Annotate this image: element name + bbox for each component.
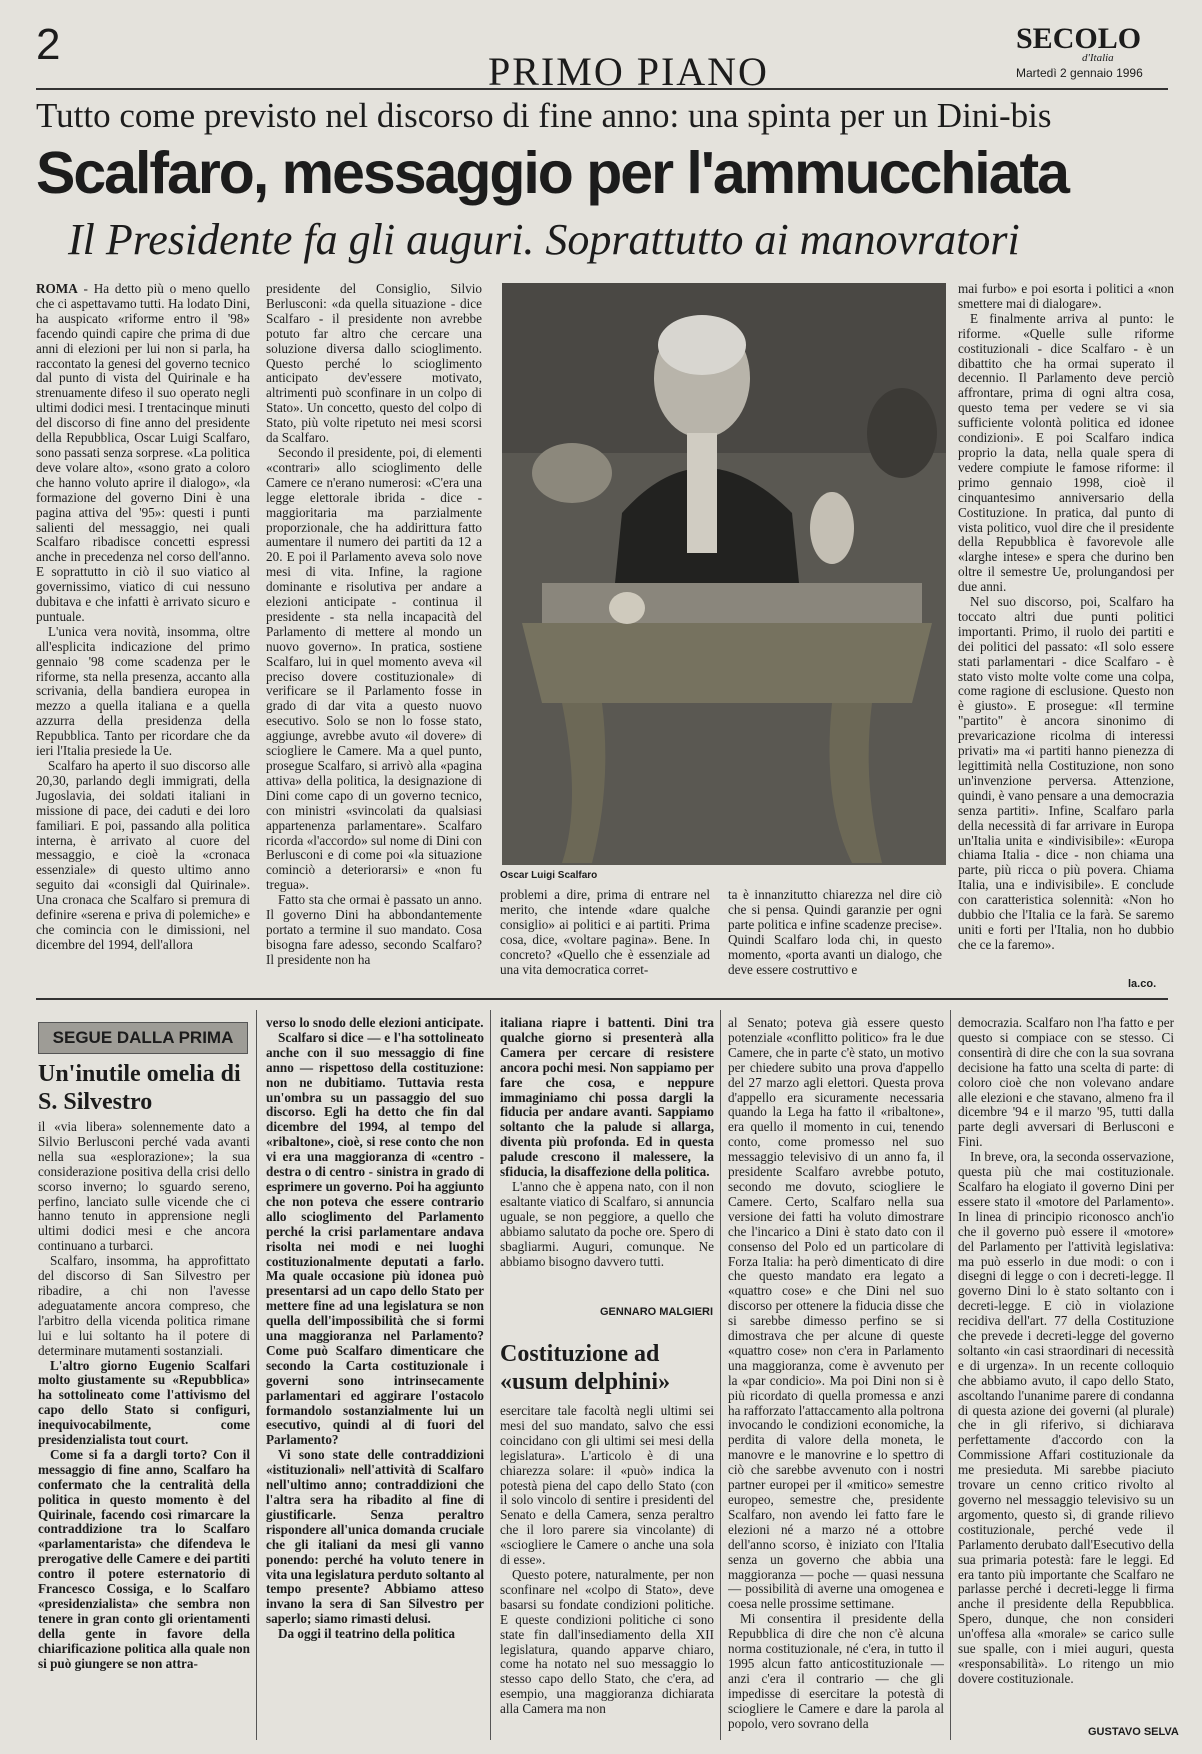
costituzione-signature: GUSTAVO SELVA bbox=[1088, 1726, 1179, 1738]
editorial-text-1c: L'altro giorno Eugenio Scalfari molto giustamente su «Repubblica» ha sottolineato come l'attivismo del capo dello Stato si configuri, inequivocabilmente, come presidenzialista tout court. bbox=[38, 1357, 250, 1448]
editorial-column-1 bbox=[38, 1120, 250, 1740]
section-title: PRIMO PIANO bbox=[488, 49, 769, 94]
section-divider bbox=[36, 998, 1168, 1000]
dateline: ROMA bbox=[36, 282, 78, 296]
column-rule bbox=[720, 1010, 721, 1740]
photo-illustration bbox=[502, 283, 946, 865]
editorial-text-1d: Come si fa a dargli torto? Con il messaggio di fine anno, Scalfaro ha confermato che la centralità della politica in questo momento è del Quirinale, facendo così rimarcare la contraddizione tra lo Scalfaro «parlamentarista» che difendeva le prerogative delle Camere e dei partiti contro il potere esternatorio di Francesco Cossiga, e lo Scalfaro «presidenzialista» che sembra non tenere in gran conto gli orientamenti della gente in favore della chiarificazione politica alla quale non si può giungere se non attra- bbox=[38, 1446, 250, 1671]
masthead-rule bbox=[36, 88, 1168, 90]
article-text-1b: L'unica vera novità, insomma, oltre all'esplicita indicazione del primo gennaio '98 come scadenza per le riforme, sta nella presenza, accanto alla scrivania, della bandiera europea in mezzo a quella italiana e a quella azzurra della presidenza della Repubblica. Tanto per ricordare che da ieri l'Italia presiede la Ue. bbox=[36, 623, 250, 759]
scalfaro-photo bbox=[502, 283, 946, 865]
costituzione-column-5 bbox=[958, 1016, 1174, 1722]
segue-tag: SEGUE DALLA PRIMA bbox=[38, 1022, 248, 1054]
editorial-text-3b: L'anno che è appena nato, con il non esaltante viatico di Scalfaro, si annuncia uguale, se non peggiore, a quello che abbiamo salutato da poche ore. Spero di sbagliarmi. Auguri, comunque. Ne abbiamo bisogno davvero tutti. bbox=[500, 1178, 714, 1269]
article-text-4: ta è innanzitutto chiarezza nel dire ciò che si pensa. Quindi garanzie per ogni parte politica e infine scadenze precise». Quindi Scalfaro loda chi, in questo momento, «porta avanti un dialogo, che deve essere costruttivo e bbox=[728, 888, 942, 977]
costituzione-text-5: democrazia. Scalfaro non l'ha fatto e per questo si compiace con se stesso. Ci consentirà di dire che con la sua sovrana decisione ha fatto una scelta di parte: di coloro cioè che non volevano andare alle elezioni e che stavano, almeno fra il dicembre '94 e il marzo '95, tutti dalla parte degli avversari di Berlusconi e Fini. bbox=[958, 1016, 1174, 1150]
costituzione-text-3b: Questo potere, naturalmente, per non sconfinare nel «colpo di Stato», deve basarsi su fondate condizioni politiche. E queste condizioni politiche ci sono state fin dall'insediamento della XII legislatura, quando apparve chiaro, come ha notato nel suo messaggio lo stesso capo dello Stato, che c'era, ad esempio, una maggioranza dichiarata alla Camera ma non bbox=[500, 1566, 714, 1717]
editorial-text-2b: Scalfaro si dice — e l'ha sottolineato anche con il suo messaggio di fine anno — rispettoso della costituzione: non ne dubitiamo. Tuttavia resta un'ombra su un passaggio del suo discorso. Egli ha detto che fin dal dicembre del 1994, al tempo del «ribaltone», cioè, si rese conto che non vi era una maggioranza di «centro - destra o di centro - sinistra in grado di esprimere un governo. Poi ha aggiunto che non poteva che essere contrario allo scioglimento del Parlamento perché la crisi parlamentare andava risolta nei modi e nei luoghi costituzionalmente deputati a farlo. Ma quale occasione più idonea può presentarsi ad un capo dello Stato per mettere fine ad una legislatura se non quella dell'impossibilità che si formi una maggioranza nel Parlamento? Come può Scalfaro dimenticare che secondo la Carta costituzionale i governi sono intrinsecamente parlamentari ed aggirare l'ostacolo formandolo sostanzialmente lui un esecutivo, quindi al di fuori del Parlamento? bbox=[266, 1029, 484, 1448]
article-column-3 bbox=[500, 888, 710, 994]
editorial-text-2: verso lo snodo delle elezioni anticipate. bbox=[266, 1016, 484, 1030]
article-text-5: mai furbo» e poi esorta i politici a «non smettere mai di dialogare». bbox=[958, 282, 1174, 311]
costituzione-column-4 bbox=[728, 1016, 944, 1740]
column-rule bbox=[490, 1010, 491, 1740]
article-column-5 bbox=[958, 282, 1174, 972]
page-number: 2 bbox=[36, 20, 61, 69]
editorial-text-2d: Da oggi il teatrino della politica bbox=[278, 1626, 455, 1642]
costituzione-text-5b: In breve, ora, la seconda osservazione, questa più che mai costituzionale. Scalfaro ha elogiato il governo Dini per essere stato il «motore del Parlamento». In linea di principio riconosco anch'io che il governo può essere il «motore» del Parlamento per l'attività legislativa: ma può esserlo in due modi: o con i disegni di legge o con i decreti-legge. Il governo Dini lo è stato soltanto con i decreti-legge. E ciò in violazione recidiva dell'art. 77 della Costituzione che prevede i decreti-legge del governo soltanto «in casi straordinari di necessità e di urgenza». In un recente colloquio che abbiamo avuto, il capo dello Stato, ascoltando l'unanime parere di condanna di questa azione dei governi (al plurale) che in gli riferivo, si dichiarava perfettamente d'accordo con la Commissione Affari costituzionale da me presieduta. Mi sarebbe piaciuto trovare un cenno critico rivolto al governo nel messaggio televisivo su un argomento, questo sì, di grande rilievo costituzionale, perché vede il Parlamento derubato dall'Esecutivo della sua primaria potestà: fare le leggi. Ed era tanto più importante che Scalfaro ne parlasse perché i decreti-legge li firma anche il presidente della Repubblica. Spero, dunque, che non consideri un'offesa alla «morale» se carico sulle sue spalle, con i miei auguri, questa «responsabilità». Lo ritengo un mio dovere costituzionale. bbox=[958, 1149, 1174, 1686]
column-rule bbox=[256, 1010, 257, 1740]
article-text-5b: E finalmente arriva al punto: le riforme. «Quelle sulle riforme costituzionali - dice Scalfaro - è un dibattito che ha ormai superato il decennio. Il Parlamento deve perciò affrontare, prima di ogni altra cosa, questo tema per vedere se vi sia sufficiente volontà politica ed idonee condizioni». E poi Scalfaro indica proprio la data, nella quale spera di vedere compiute le famose riforme: il primo gennaio 1998, cioè il cinquantesimo anniversario della Costituzione. In pratica, dal punto di vista politico, vuol dire che il presidente della Repubblica è favorevole alle «larghe intese» e spera che durino ben oltre il semestre Ue, prolungandosi per due anni. bbox=[958, 310, 1174, 595]
costituzione-text-4: al Senato; poteva già essere questo potenziale «conflitto politico» fra le due Camere, che in parte c'è stato, un motivo per chiedere subito una prova d'appello del 27 marzo agli elettori. Questa prova d'appello era sicuramente necessaria quando la Lega ha fatto il «ribaltone», era quello il momento in cui, tenendo conto, come promesso nel suo messaggio televisivo di un anno fa, il presidente Scalfaro avrebbe potuto, secondo me dovuto, sciogliere le Camere. Certo, Scalfaro nella sua versione dei fatti ha voluto dimostrare che l'incarico a Dini è stato dato con il consenso del Polo ed un particolare di Forza Italia: ha però dimenticato di dire che questo mandato era legato a «quattro cose» e che Dini nel suo discorso per ottenere la fiducia disse che si sarebbe dimesso perfino se si dimostrava che per alcune di queste «quattro cose» non c'era in Parlamento una maggioranza, come è avvenuto per la «par condicio». Ma poi Dini non si è più ricordato di quella promessa e anzi ha rafforzato l'attaccamento alla poltrona invocando le condizioni economiche, la perdita di valore della moneta, le manovre e le manovrine e lo spettro di ciò che sarebbe avvenuto con i nostri partner europei per il «mitico» semestre europeo, semestre che, presidente Scalfaro, non avendo lei fatto fare le elezioni né a marzo né a ottobre dell'anno scorso, è iniziato con l'Italia senza un governo che abbia una maggioranza — poche — quasi nessuna — possibilità di averne una omogenea e coesa nelle prossime settimane. bbox=[728, 1016, 944, 1612]
article-signature: la.co. bbox=[1128, 978, 1157, 990]
article-text-2b: Secondo il presidente, poi, di elementi «contrari» allo scioglimento delle Camere ce n'erano numerosi: «C'era una legge elettorale ibrida - dice - maggioritaria ma parzialmente proporzionale, che ha addirittura fatto aumentare il numero dei partiti da 12 a 20. E poi il Parlamento aveva solo nove mesi di vita. Infine, la ragione dominante e risolutiva per andare a elezioni anticipate - continua il presidente - sta nella incapacità del Parlamento di mettere al mondo un nuovo governo». In pratica, sostiene Scalfaro, lui in quel momento aveva «il preciso dovere costituzionale» di verificare se il Parlamento fosse in grado di dar vita a questo nuovo esecutivo. Solo se non lo fosse stato, aggiunge, avrebbe avuto «il dovere» di sciogliere le Camere. Ma a quel punto, prosegue Scalfaro, si arrivò alla «pagina attiva» della politica, la designazione di Dini come capo di un governo tecnico, con ministri «svincolati da qualsiasi appartenenza parlamentare». Scalfaro ricorda «l'accordo» sul nome di Dini con Berlusconi e di come poi «la situazione cominciò a deteriorarsi» e «non fu tregua». bbox=[266, 444, 482, 893]
article-text-1c: Scalfaro ha aperto il suo discorso alle 20,30, parlando degli immigrati, della Jugoslavia, dei soldati italiani in missione di pace, dei caduti e dei loro familiari. E poi, passando alla politica interna, è arrivato al cuore del messaggio, e cioè la «cronaca essenziale» di questo ultimo anno seguito dai «consigli dal Quirinale». Una cronaca che Scalfaro si premura di definire «serena e priva di polemiche» e che comincia con le dimissioni, nel dicembre del 1994, dell'allora bbox=[36, 758, 250, 952]
article-column-4 bbox=[728, 888, 942, 994]
costituzione-title: Costituzione ad «usum delphini» bbox=[500, 1341, 671, 1395]
article-text-2c: Fatto sta che ormai è passato un anno. Il governo Dini ha abbondantemente portato a termine il suo mandato. Cosa bisogna fare adesso, secondo Scalfaro? Il presidente non ha bbox=[266, 892, 482, 967]
costituzione-column-3 bbox=[500, 1404, 714, 1740]
column-rule bbox=[950, 1010, 951, 1740]
photo-caption: Oscar Luigi Scalfaro bbox=[500, 870, 598, 881]
article-subhead: Il Presidente fa gli auguri. Soprattutto ai manovratori bbox=[68, 215, 1020, 264]
editorial-text-1b: Scalfaro, insomma, ha approfittato del discorso di San Silvestro per ribadire, a chi non l'avesse adeguatamente ancora compreso, che l'arbitro della vicenda politica rimane lui e lui soltanto ha il potere di determinare mutamenti sostanziali. bbox=[38, 1253, 250, 1358]
article-headline: Scalfaro, messaggio per l'ammucchiata bbox=[36, 140, 1068, 206]
costituzione-text-3: esercitare tale facoltà negli ultimi sei mesi del suo mandato, salvo che essi coincidano con gli ultimi sei mesi della legislatura». L'articolo è di una chiarezza solare: il «può» indica la potestà piena del capo dello Stato (con il solo vincolo di sentire i presidenti del Senato e della Camera, senza peraltro che il loro parere sia vincolante) di «sciogliere le Camere o anche una sola di esse». bbox=[500, 1404, 714, 1568]
editorial-column-3 bbox=[500, 1016, 714, 1306]
article-column-2 bbox=[266, 282, 482, 994]
editorial-text-1: il «via libera» solennemente dato a Silvio Berlusconi perché vada avanti nella sua «esplorazione»; la sua considerazione positiva della crisi dello scorso inverno; lo sguardo sereno, perfino, lanciato sulle vicende che ci hanno tenuto in apprensione negli ultimi dodici mesi e che ancora continuano a turbarci. bbox=[38, 1120, 250, 1254]
newspaper-logo-sub: d'Italia bbox=[1082, 52, 1114, 64]
article-text-2: presidente del Consiglio, Silvio Berlusconi: «da quella situazione - dice Scalfaro - il presidente non avrebbe potuto far altro che cercare una soluzione diversa dallo scioglimento. Questo perché lo scioglimento anticipato dev'essere motivato, altrimenti può sconfinare in un colpo di Stato». Un concetto, questo del colpo di Stato, più volte ripetuto nei mesi scorsi da Scalfaro. bbox=[266, 282, 482, 446]
article-kicker: Tutto come previsto nel discorso di fine anno: una spinta per un Dini-bis bbox=[36, 96, 1052, 135]
article-text-5c: Nel suo discorso, poi, Scalfaro ha toccato altri due punti politici importanti. Primo, il ruolo dei partiti e dei politici del passato: «Il solo essere stati parlamentari - dice Scalfaro - è stato visto molte volte come una colpa, come ragione di esclusione. Questo non è giusto». E prosegue: «Il termine "partito" è ancora sinonimo di prevaricazione ricolma di interessi privati» ma «i partiti hanno pienezza di legittimità nella Costituzione, non sono un'invenzione perversa. Attenzione, quindi, è vano pensare a una democrazia senza partiti». Infine, Scalfaro parla della necessità di far arrivare in Europa un'Italia unita e «indivisibile»: «Europa chiama Italia - dice - non chiama una parte, più ricca o più povera. Chiama Italia, una e indivisibile». E conclude con caratteristica solennità: «Non ho dubbio che l'Italia ce la farà. Se saremo uniti e forti per l'Italia, non ho dubbio che ce la faremo». bbox=[958, 594, 1174, 952]
article-text-3: problemi a dire, prima di entrare nel merito, che intende «dare qualche consiglio» ai politici e ai partiti. Prima cosa, dice, «voltare pagina». Bene. In concreto? «Quello che è essenziale ad una vita democratica corret- bbox=[500, 888, 710, 977]
costituzione-text-4b: Mi consentira il presidente della Repubblica di dire che non c'è alcuna norma costituzionale, né c'era, in tutto il 1995 alcun fatto anticostituzionale — anzi c'era il contrario — che gli impedisse di esercitare la potestà di sciogliere le Camere e dare la parola al popolo, vero sovrano della bbox=[728, 1611, 944, 1731]
newspaper-logo: SECOLO bbox=[1016, 22, 1142, 55]
article-column-1 bbox=[36, 282, 250, 994]
editorial-text-3: italiana riapre i battenti. Dini tra qualche giorno si presenterà alla Camera per cercare di resistere ancora pochi mesi. Non sappiamo per fare che cosa, e neppure immaginiamo chi possa dargli la fiducia per andare avanti. Sappiamo soltanto che la palude si allarga, diventa più profonda. Ed in questa palude crescono il malessere, la sfiducia, la disaffezione della politica. bbox=[500, 1016, 714, 1180]
issue-date: Martedì 2 gennaio 1996 bbox=[1016, 66, 1143, 80]
editorial-signature: GENNARO MALGIERI bbox=[600, 1306, 714, 1318]
editorial-title: Un'inutile omelia di S. Silvestro bbox=[38, 1061, 241, 1115]
editorial-text-2c: Vi sono state delle contraddizioni «istituzionali» nell'attività di Scalfaro nell'ultimo anno; contraddizioni che l'altra sera ha ribadito al fine di giustificarle. Senza peraltro rispondere all'unica domanda cruciale che gli italiani da mesi gli vanno ponendo: perché ha voluto tenere in vita una legislatura perduto soltanto al tempo presente? Abbiamo atteso invano la sera di San Silvestro per saperlo; siamo rimasti delusi. bbox=[266, 1447, 484, 1627]
article-text-1: - Ha detto più o meno quello che ci aspettavamo tutti. Ha lodato Dini, ha auspicato «riforme entro il '98» facendo quindi capire che prima di due anni di elezioni per lui non si parla, ha raccontato la genesi del governo tecnico dal punto di vista del Quirinale e ha strenuamente difeso il suo operato negli ultimi dodici mesi. I trentacinque minuti del discorso di fine anno del presidente della Repubblica, Oscar Luigi Scalfaro, sono passati senza sorprese. «La politica deve volare alto», «sono grato a coloro che hanno voluto aprire il dialogo», «la formazione del governo Dini è una pagina attiva del '95»: questi i punti salienti del messaggio, nei quali Scalfaro ribadisce concetti espressi anche in precedenza nel corso dell'anno. E soprattutto in ciò il suo viatico al governissimo, viatico di cui nessuno dubitava e che infatti è arrivato sicuro e puntuale. bbox=[36, 282, 250, 624]
editorial-column-2 bbox=[266, 1016, 484, 1740]
